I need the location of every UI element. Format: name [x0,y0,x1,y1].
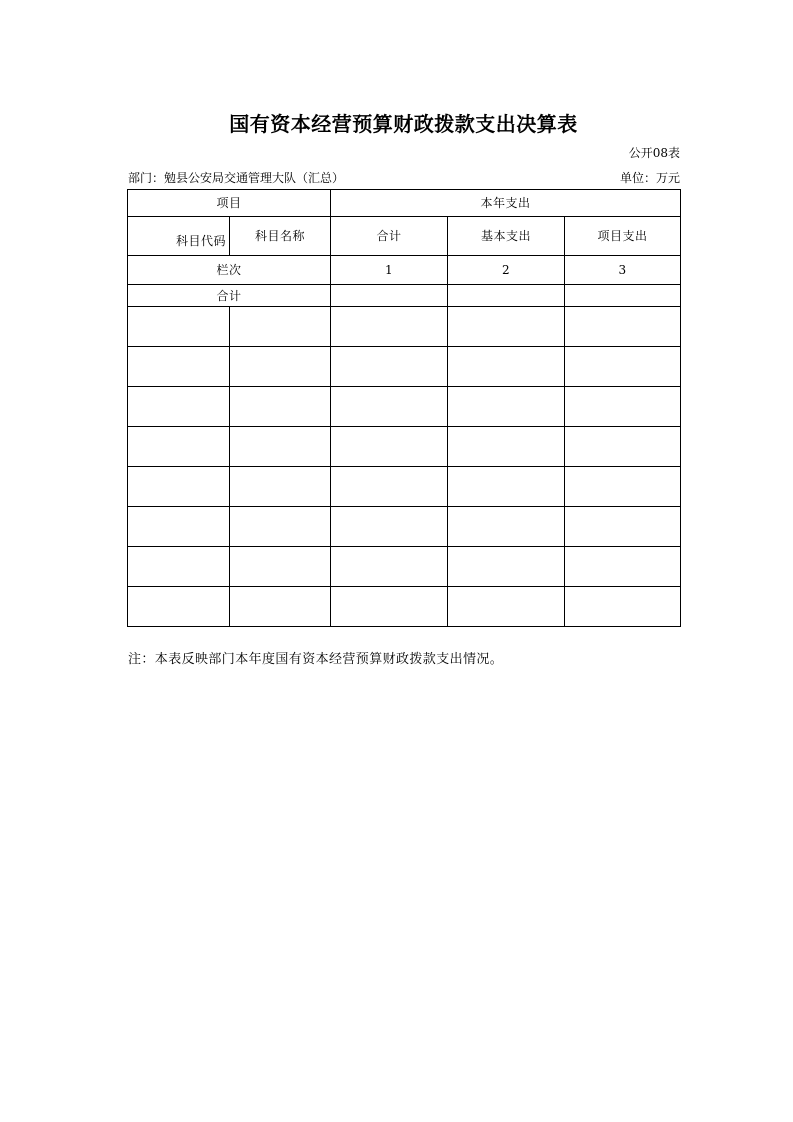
column-number-3: 3 [565,256,681,285]
table-cell-total [331,347,448,387]
header-basic-expenditure: 基本支出 [448,217,565,256]
table-cell-project [565,347,681,387]
table-row [128,547,681,587]
total-value-total [331,285,448,307]
table-row [128,387,681,427]
table-cell-basic [448,307,565,347]
table-cell-total [331,307,448,347]
table-cell-total [331,387,448,427]
table-cell-project [565,307,681,347]
table-cell-project [565,587,681,627]
table-cell-basic [448,587,565,627]
table-cell-basic [448,467,565,507]
unit-label: 单位：万元 [619,171,680,185]
table-cell-total [331,507,448,547]
table-cell-code [128,547,230,587]
table-cell-code [128,427,230,467]
table-cell-name [230,307,331,347]
column-number-1: 1 [331,256,448,285]
budget-table [127,189,681,627]
total-row [128,285,681,307]
header-subject-name: 科目名称 [230,217,331,256]
table-row [128,507,681,547]
header-project-expenditure: 项目支出 [565,217,681,256]
total-row-label: 合计 [128,285,331,307]
total-value-basic [448,285,565,307]
column-number-label: 栏次 [128,256,331,285]
table-cell-total [331,427,448,467]
header-row-2 [128,217,681,256]
table-cell-basic [448,427,565,467]
table-cell-basic [448,507,565,547]
header-total: 合计 [331,217,448,256]
table-row [128,307,681,347]
footnote: 注：本表反映部门本年度国有资本经营预算财政拨款支出情况。 [128,652,504,667]
total-value-project [565,285,681,307]
table-cell-code [128,507,230,547]
table-row [128,347,681,387]
table-cell-total [331,587,448,627]
table-cell-code [128,307,230,347]
header-item: 项目 [128,190,331,217]
table-cell-name [230,387,331,427]
column-number-row [128,256,681,285]
table-cell-basic [448,547,565,587]
table-cell-name [230,427,331,467]
table-cell-basic [448,347,565,387]
table-cell-total [331,547,448,587]
header-subject-code: 科目代码 [128,217,230,256]
table-cell-code [128,467,230,507]
column-number-2: 2 [448,256,565,285]
table-cell-project [565,467,681,507]
table-cell-code [128,347,230,387]
table-row [128,587,681,627]
table-cell-basic [448,387,565,427]
table-cell-name [230,507,331,547]
table-cell-name [230,347,331,387]
table-cell-project [565,507,681,547]
table-cell-total [331,467,448,507]
table-cell-project [565,427,681,467]
table-cell-project [565,387,681,427]
table-cell-name [230,467,331,507]
table-row [128,467,681,507]
department-label: 部门：勉县公安局交通管理大队（汇总） [128,171,345,185]
table-row [128,427,681,467]
header-current-year: 本年支出 [331,190,681,217]
header-row-1 [128,190,681,217]
table-cell-name [230,587,331,627]
table-cell-name [230,547,331,587]
table-cell-code [128,587,230,627]
table-cell-project [565,547,681,587]
page-title: 国有资本经营预算财政拨款支出决算表 [229,112,578,136]
table-cell-code [128,387,230,427]
form-code: 公开08表 [628,146,680,160]
